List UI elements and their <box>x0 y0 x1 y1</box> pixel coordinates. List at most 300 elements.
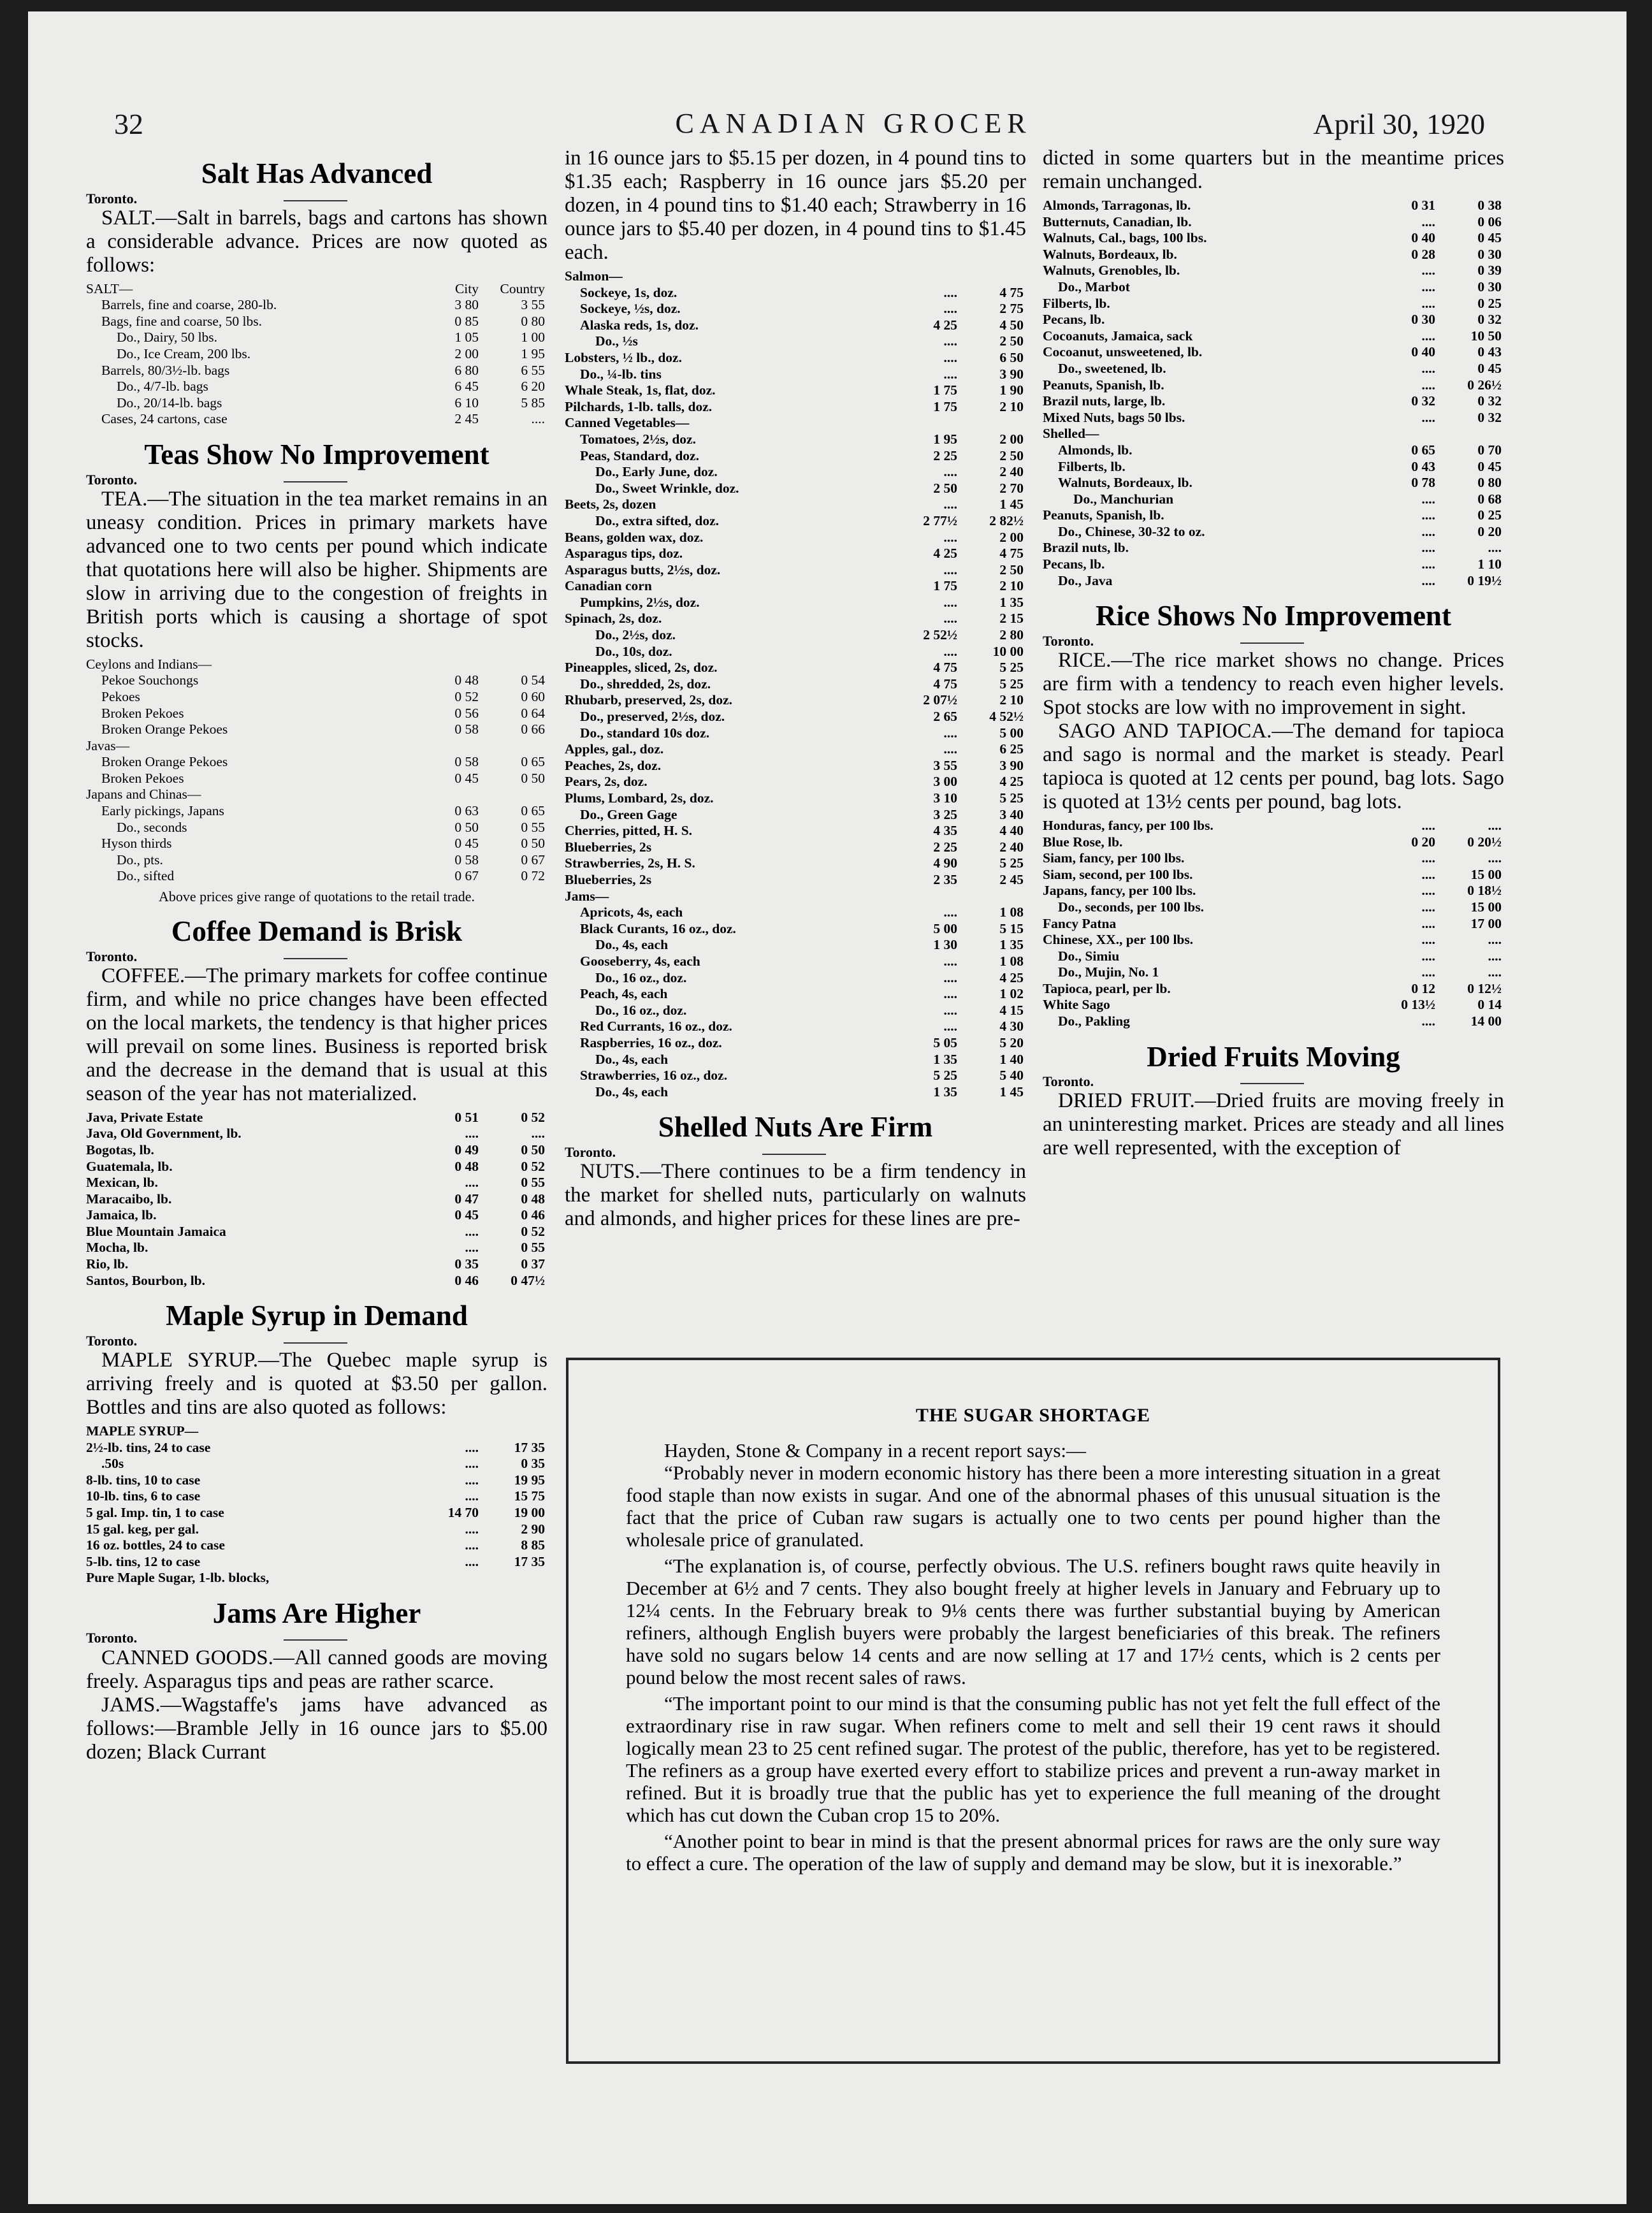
price-row <box>565 725 1026 742</box>
price-high: 0 52 <box>521 1109 545 1125</box>
price-low: .... <box>465 1456 479 1472</box>
price-high <box>484 1570 547 1586</box>
price-row <box>1043 279 1504 296</box>
price-row <box>86 1554 547 1571</box>
price-row <box>1043 263 1504 279</box>
price-row <box>86 1456 547 1472</box>
price-low: 0 31 <box>1411 198 1435 213</box>
price-low <box>417 738 484 755</box>
price-high: 0 43 <box>1477 344 1502 360</box>
price-low: .... <box>1421 850 1435 866</box>
price-high: 0 45 <box>1477 360 1502 376</box>
price-item: Broken Pekoes <box>101 770 184 786</box>
price-high: 10 00 <box>992 643 1024 659</box>
price-row <box>86 722 547 738</box>
price-high: .... <box>531 1126 545 1142</box>
price-item: Do., Manchurian <box>1073 491 1174 507</box>
price-row <box>86 411 547 428</box>
salt-table-label: SALT— <box>86 280 133 296</box>
price-low <box>896 415 962 432</box>
price-low: 1 35 <box>933 1084 957 1099</box>
price-high: 0 67 <box>521 852 545 867</box>
price-row <box>565 709 1026 725</box>
price-item: Do., 4s, each <box>595 1051 669 1067</box>
nuts-heading: Shelled Nuts Are Firm <box>658 1111 933 1143</box>
price-item: Strawberries, 2s, H. S. <box>565 855 695 871</box>
price-low: .... <box>1421 948 1435 964</box>
price-row <box>1043 312 1504 328</box>
price-high: 1 45 <box>999 497 1024 512</box>
price-item: Tapioca, pearl, per lb. <box>1043 980 1171 996</box>
price-row <box>86 346 547 363</box>
price-item: Japans, fancy, per 100 lbs. <box>1043 883 1196 899</box>
price-item: Gooseberry, 4s, each <box>580 953 700 969</box>
price-high: 14 00 <box>1470 1013 1502 1029</box>
price-high: 5 25 <box>999 660 1024 676</box>
price-row <box>86 1256 547 1273</box>
price-low: 0 78 <box>1411 475 1435 491</box>
price-high: 0 45 <box>1477 230 1502 246</box>
price-row <box>86 1488 547 1505</box>
price-low: .... <box>943 969 957 985</box>
price-item: Java, Old Government, lb. <box>86 1126 242 1142</box>
price-item: Peanuts, Spanish, lb. <box>1043 507 1164 523</box>
coffee-heading: Coffee Demand is Brisk <box>171 915 463 948</box>
rice-text: RICE.—The rice market shows no change. Prices are firm with a tendency to reach even higher levels. Spot stocks are low with no improvement in sight. <box>1043 648 1504 719</box>
price-high: 2 82½ <box>989 512 1024 528</box>
price-high: 4 30 <box>999 1019 1024 1034</box>
price-item: Mocha, lb. <box>86 1240 149 1256</box>
price-high <box>962 268 1026 285</box>
price-high: 2 50 <box>999 562 1024 577</box>
price-high: 0 20½ <box>1467 834 1502 850</box>
price-row <box>565 448 1026 465</box>
price-low: .... <box>1421 360 1435 376</box>
price-item: Mexican, lb. <box>86 1175 158 1191</box>
price-low: .... <box>943 529 957 545</box>
price-high: 17 35 <box>514 1553 545 1569</box>
price-low: 0 40 <box>1411 230 1435 246</box>
price-low: 6 45 <box>454 379 479 395</box>
price-row <box>86 297 547 314</box>
price-high <box>484 787 547 803</box>
price-low: .... <box>943 986 957 1002</box>
price-item: 5-lb. tins, 12 to case <box>86 1553 201 1569</box>
price-high: .... <box>1488 817 1502 833</box>
price-row <box>565 774 1026 790</box>
price-item: Blue Mountain Jamaica <box>86 1223 226 1239</box>
price-low: .... <box>1421 1013 1435 1029</box>
price-low: 0 58 <box>454 852 479 867</box>
price-low: 0 63 <box>454 803 479 819</box>
price-item: Do., Java <box>1058 572 1113 588</box>
price-item: Brazil nuts, lb. <box>1043 540 1129 556</box>
price-low: .... <box>1421 964 1435 980</box>
price-item: Cocoanut, unsweetened, lb. <box>1043 344 1203 360</box>
price-item: Blueberries, 2s <box>565 871 652 887</box>
price-row <box>565 350 1026 366</box>
price-low <box>417 1570 484 1586</box>
price-row <box>565 758 1026 774</box>
price-low: 3 10 <box>933 790 957 806</box>
price-low: .... <box>1421 866 1435 882</box>
price-row <box>565 986 1026 1003</box>
price-item: Spinach, 2s, doz. <box>565 611 662 627</box>
price-item: Do., 2½s, doz. <box>595 627 676 643</box>
price-item: Sockeye, 1s, doz. <box>580 284 677 300</box>
price-row <box>565 741 1026 758</box>
price-high: 1 35 <box>999 937 1024 953</box>
price-high: .... <box>531 411 545 427</box>
price-high: 0 54 <box>521 672 545 688</box>
price-low: .... <box>1421 523 1435 539</box>
price-high: 0 65 <box>521 803 545 819</box>
price-item: Pekoes <box>101 688 140 704</box>
price-high: 0 52 <box>521 1223 545 1239</box>
price-item: Barrels, 80/3½-lb. bags <box>101 362 230 378</box>
price-row <box>86 689 547 706</box>
price-high: 4 75 <box>999 546 1024 562</box>
price-item: Apricots, 4s, each <box>580 904 683 920</box>
salt-col-country: Country <box>500 280 545 296</box>
price-low: 2 35 <box>933 871 957 887</box>
price-row <box>565 530 1026 546</box>
price-low <box>417 787 484 803</box>
price-low <box>896 889 962 905</box>
price-high: 0 32 <box>1477 393 1502 409</box>
price-high: 1 40 <box>999 1051 1024 1067</box>
price-row <box>1043 442 1504 459</box>
price-low: .... <box>943 366 957 382</box>
price-low: .... <box>1421 214 1435 229</box>
price-item: Hyson thirds <box>101 836 172 852</box>
price-item: Filberts, lb. <box>1043 295 1110 311</box>
price-row <box>1043 214 1504 231</box>
price-low: 3 80 <box>454 297 479 313</box>
price-item: Apples, gal., doz. <box>565 741 664 757</box>
price-high: 2 75 <box>999 301 1024 317</box>
price-low: 4 25 <box>933 317 957 333</box>
price-row <box>1043 834 1504 851</box>
price-item: Peanuts, Spanish, lb. <box>1043 377 1164 393</box>
price-high: 0 39 <box>1477 263 1502 279</box>
price-item: Filberts, lb. <box>1058 458 1126 474</box>
price-item: Pecans, lb. <box>1043 312 1105 328</box>
canned-goods-text: CANNED GOODS.—All canned goods are moving freely. Asparagus tips and peas are rather scarce. <box>86 1646 547 1693</box>
price-low: .... <box>943 464 957 480</box>
price-low: .... <box>465 1126 479 1142</box>
price-row <box>1043 867 1504 883</box>
price-row <box>1043 556 1504 573</box>
maple-heading: Maple Syrup in Demand <box>166 1300 468 1332</box>
price-item: Canadian corn <box>565 578 652 594</box>
price-item: Whale Steak, 1s, flat, doz. <box>565 382 716 398</box>
price-high: 0 50 <box>521 770 545 786</box>
price-row <box>565 611 1026 627</box>
price-row <box>86 1570 547 1586</box>
price-item: Do., ½s <box>595 333 638 349</box>
price-item: Do., Mujin, No. 1 <box>1058 964 1159 980</box>
price-item: Do., Pakling <box>1058 1013 1130 1029</box>
price-row <box>86 1126 547 1142</box>
price-high: 6 25 <box>999 741 1024 757</box>
price-row <box>1043 997 1504 1013</box>
price-row <box>86 803 547 820</box>
price-row <box>1043 361 1504 377</box>
price-row <box>86 1521 547 1538</box>
price-row <box>86 1142 547 1159</box>
price-item: Do., 4/7-lb. bags <box>117 379 208 395</box>
price-high: 2 80 <box>999 627 1024 643</box>
price-row <box>565 937 1026 954</box>
price-item: Beans, golden wax, doz. <box>565 529 704 545</box>
price-high: 2 10 <box>999 578 1024 594</box>
price-item: Butternuts, Canadian, lb. <box>1043 214 1192 229</box>
price-low: 0 12 <box>1411 980 1435 996</box>
price-item: Shelled— <box>1043 426 1099 442</box>
price-high: .... <box>1488 964 1502 980</box>
price-row <box>565 660 1026 676</box>
price-item: Peas, Standard, doz. <box>580 447 699 463</box>
price-high: 0 80 <box>1477 475 1502 491</box>
price-item: Alaska reds, 1s, doz. <box>580 317 699 333</box>
price-item: Do., Chinese, 30-32 to oz. <box>1058 523 1205 539</box>
price-high: 1 90 <box>999 382 1024 398</box>
price-row <box>86 1110 547 1126</box>
price-row <box>565 855 1026 872</box>
price-item: Early pickings, Japans <box>101 803 224 819</box>
price-high: 17 00 <box>1470 915 1502 931</box>
salt-dateline: Toronto. <box>86 191 547 207</box>
price-low: 2 65 <box>933 709 957 725</box>
price-item: Pears, 2s, doz. <box>565 774 648 790</box>
price-row <box>565 970 1026 987</box>
price-row <box>1043 981 1504 998</box>
price-item: Cocoanuts, Jamaica, sack <box>1043 328 1193 344</box>
price-high: .... <box>1488 932 1502 948</box>
price-item: Ceylons and Indians— <box>86 656 212 672</box>
price-low: 1 30 <box>933 937 957 953</box>
price-high: 0 14 <box>1477 997 1502 1013</box>
price-low: 1 35 <box>933 1051 957 1067</box>
price-low: .... <box>1421 817 1435 833</box>
price-row <box>565 889 1026 905</box>
price-row <box>86 738 547 755</box>
price-low: 1 75 <box>933 398 957 414</box>
price-low: 4 90 <box>933 855 957 871</box>
price-low: 0 32 <box>1411 393 1435 409</box>
price-high: 2 90 <box>521 1521 545 1537</box>
price-row <box>565 1035 1026 1052</box>
price-item: Javas— <box>86 737 130 753</box>
price-low: 0 40 <box>1411 344 1435 360</box>
price-high: 1 45 <box>999 1084 1024 1099</box>
price-high: 2 10 <box>999 398 1024 414</box>
price-item: Almonds, Tarragonas, lb. <box>1043 198 1191 213</box>
price-low: 1 05 <box>454 330 479 345</box>
price-item: Walnuts, Bordeaux, lb. <box>1058 475 1192 491</box>
price-low: .... <box>465 1175 479 1191</box>
price-row <box>86 1191 547 1208</box>
price-row <box>565 562 1026 579</box>
price-high: 0 65 <box>521 754 545 770</box>
price-low: 5 05 <box>933 1034 957 1050</box>
price-high: 2 00 <box>999 431 1024 447</box>
price-high: 4 50 <box>999 317 1024 333</box>
price-row <box>86 852 547 869</box>
price-row <box>86 330 547 346</box>
maple-price-table <box>86 1423 547 1586</box>
price-item: Tomatoes, 2½s, doz. <box>580 431 696 447</box>
price-low: 1 75 <box>933 578 957 594</box>
price-item: Maracaibo, lb. <box>86 1191 172 1207</box>
price-item: Peaches, 2s, doz. <box>565 757 662 773</box>
price-row <box>565 513 1026 530</box>
price-high: 4 25 <box>999 969 1024 985</box>
price-row <box>86 754 547 771</box>
price-row <box>1043 198 1504 214</box>
price-low: .... <box>943 301 957 317</box>
price-low: 0 65 <box>1411 442 1435 458</box>
price-high: 0 12½ <box>1467 980 1502 996</box>
teas-dateline: Toronto. <box>86 472 547 488</box>
price-high: 0 72 <box>521 868 545 884</box>
price-high: 0 18½ <box>1467 883 1502 899</box>
price-row <box>86 1423 547 1440</box>
price-low: .... <box>943 741 957 757</box>
price-row <box>86 1207 547 1224</box>
price-item: Santos, Bourbon, lb. <box>86 1272 206 1288</box>
price-row <box>1043 475 1504 491</box>
price-high: 0 37 <box>521 1256 545 1272</box>
price-row <box>86 1505 547 1521</box>
price-row <box>1043 491 1504 508</box>
price-row <box>565 415 1026 432</box>
price-high: 8 85 <box>521 1537 545 1553</box>
price-item: Japans and Chinas— <box>86 787 201 802</box>
price-low: 0 49 <box>454 1142 479 1157</box>
sago-tapioca-text: SAGO AND TAPIOCA.—The demand for tapioca and sago is normal and the market is steady. Pearl tapioca is quoted at 12 cents per pound, bag lots. Sago is quoted at 13½ cents per pound, bag lots. <box>1043 719 1504 813</box>
price-low: 0 58 <box>454 722 479 737</box>
price-item: Brazil nuts, large, lb. <box>1043 393 1166 409</box>
price-item: Pekoe Souchongs <box>101 672 199 688</box>
price-low: .... <box>943 594 957 610</box>
jams-text: JAMS.—Wagstaffe's jams have advanced as follows:—Bramble Jelly in 16 ounce jars to $5.00 dozen; Black Currant <box>86 1693 547 1764</box>
price-low: 2 25 <box>933 447 957 463</box>
price-row <box>1043 377 1504 394</box>
price-high: 0 06 <box>1477 214 1502 229</box>
price-item: Do., Green Gage <box>580 806 677 822</box>
price-low: 6 10 <box>454 395 479 410</box>
price-row <box>1043 964 1504 981</box>
price-high: 2 45 <box>999 871 1024 887</box>
price-item: Do., 10s, doz. <box>595 643 672 659</box>
price-low: .... <box>1421 328 1435 344</box>
price-row <box>86 1159 547 1175</box>
price-high: 3 90 <box>999 757 1024 773</box>
issue-date: April 30, 1920 <box>1313 108 1485 140</box>
price-item: Do., extra sifted, doz. <box>595 512 720 528</box>
price-row <box>565 921 1026 938</box>
price-row <box>565 366 1026 383</box>
price-high: 19 00 <box>514 1504 545 1520</box>
price-high: 0 35 <box>521 1456 545 1472</box>
price-row <box>86 1175 547 1191</box>
price-high: 2 50 <box>999 447 1024 463</box>
price-low: 0 51 <box>454 1109 479 1125</box>
price-row <box>565 432 1026 448</box>
price-low: 5 25 <box>933 1068 957 1084</box>
price-high: 0 25 <box>1477 295 1502 311</box>
price-item: Rhubarb, preserved, 2s, doz. <box>565 692 732 708</box>
price-low: .... <box>1421 507 1435 523</box>
price-high: 0 30 <box>1477 279 1502 294</box>
price-item: Mixed Nuts, bags 50 lbs. <box>1043 409 1185 425</box>
price-item: Do., Marbot <box>1058 279 1130 294</box>
nuts-text: NUTS.—There continues to be a firm tendency in the market for shelled nuts, particularly on walnuts and almonds, and higher prices for these lines are pre- <box>565 1159 1026 1230</box>
price-row <box>86 1224 547 1240</box>
price-low: 0 47 <box>454 1191 479 1207</box>
price-item: White Sago <box>1043 997 1110 1013</box>
price-item: Jams— <box>565 888 609 904</box>
price-low: .... <box>465 1521 479 1537</box>
price-item: Bags, fine and coarse, 50 lbs. <box>101 313 262 329</box>
price-low: .... <box>943 904 957 920</box>
price-item: Do., pts. <box>117 852 163 867</box>
jams-text-continued: in 16 ounce jars to $5.15 per dozen, in 4 pound tins to $1.35 each; Raspberry in 16 ounce jars $5.20 per dozen, in 4 pound tins to $1.40 each; Strawberry in 16 ounce jars to $5.40 per dozen, in 4 pound tins to $1.45 each. <box>565 147 1026 264</box>
price-row <box>86 1440 547 1456</box>
price-low <box>417 657 484 673</box>
price-row <box>1043 459 1504 475</box>
price-high: 2 40 <box>999 464 1024 480</box>
dried-fruits-heading: Dried Fruits Moving <box>1147 1040 1400 1073</box>
price-item: Guatemala, lb. <box>86 1158 173 1174</box>
price-low: 3 55 <box>933 757 957 773</box>
price-row <box>86 1472 547 1489</box>
price-low <box>896 268 962 285</box>
price-low: .... <box>943 333 957 349</box>
price-high: 0 50 <box>521 1142 545 1157</box>
teas-note: Above prices give range of quotations to the retail trade. <box>158 889 475 905</box>
price-high: 0 64 <box>521 705 545 721</box>
price-high: 15 00 <box>1470 866 1502 882</box>
price-item: Do., 16 oz., doz. <box>595 1002 687 1018</box>
price-low: 0 48 <box>454 672 479 688</box>
price-item: 16 oz. bottles, 24 to case <box>86 1537 225 1553</box>
price-high: 1 10 <box>1477 556 1502 572</box>
price-item: Do., Dairy, 50 lbs. <box>117 330 218 345</box>
price-item: Do., sweetened, lb. <box>1058 360 1166 376</box>
price-low: .... <box>1421 932 1435 948</box>
price-high: 0 47½ <box>511 1272 545 1288</box>
price-low: 2 25 <box>933 839 957 855</box>
price-item: Do., 20/14-lb. bags <box>117 395 222 410</box>
price-row <box>1043 1013 1504 1030</box>
price-row <box>1043 296 1504 312</box>
price-row <box>1043 540 1504 556</box>
price-item: Broken Pekoes <box>101 705 184 721</box>
salt-price-table <box>86 281 547 428</box>
price-high: 6 20 <box>521 379 545 395</box>
teas-text: TEA.—The situation in the tea market remains in an uneasy condition. Prices in primary markets have advanced one to two cents per pound which indicate that quotations here will also be higher. Shipments are slow in arriving due to the congestion of freights in British ports which is causing a shortage of spot stocks. <box>86 487 547 652</box>
price-row <box>565 692 1026 709</box>
price-high: 0 66 <box>521 722 545 737</box>
sugar-paragraph: “The important point to our mind is that the consuming public has not yet felt the full effect of the extraordinary rise in raw sugar. When refiners come to melt and sell their 19 cent raws it should logically mean 23 to 25 cent refined sugar. The protest of the public, therefore, has yet to be registered. The refiners as a group have exerted every effort to stabilize prices and prevent a run-away market in refined. But it is broadly true that the public has yet to experience the full meaning of the drought which has cut down the Cuban crop 15 to 20%. <box>626 1692 1440 1826</box>
jams-dateline: Toronto. <box>86 1630 547 1646</box>
price-low: 0 50 <box>454 819 479 835</box>
price-row <box>86 771 547 787</box>
column-1 <box>86 147 547 1764</box>
